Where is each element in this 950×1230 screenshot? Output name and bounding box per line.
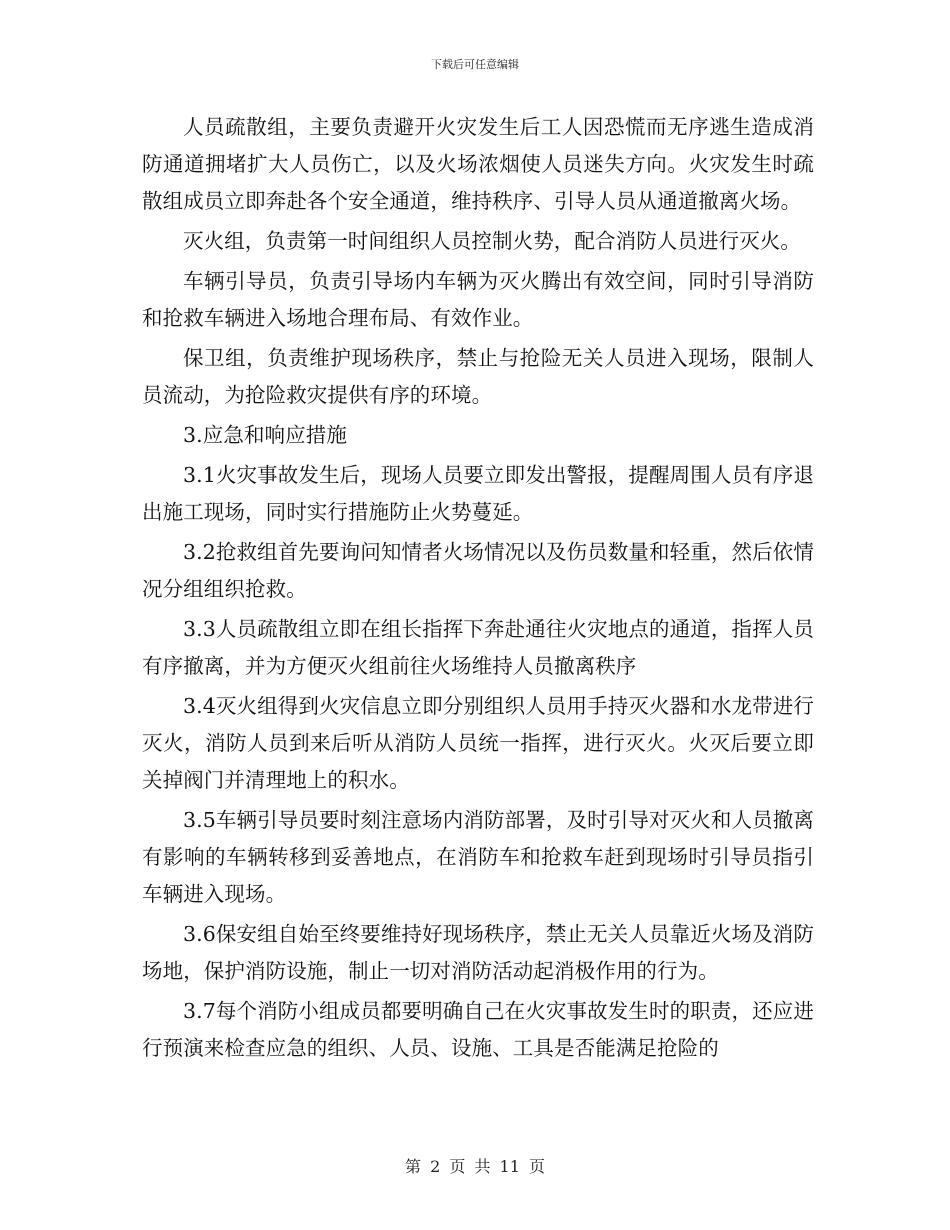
paragraph-3-7: 3.7每个消防小组成员都要明确自己在火灾事故发生时的职责，还应进行预演来检查应急的组织、人员、设施、工具是否能满足抢险的 [142, 999, 814, 1060]
paragraph-3-2: 3.2抢救组首先要询问知情者火场情况以及伤员数量和轻重，然后依情况分组组织抢救。 [142, 540, 814, 601]
paragraph-3-5: 3.5车辆引导员要时刻注意场内消防部署，及时引导对灭火和人员撤离有影响的车辆转移到妥善地点，在消防车和抢救车赶到现场时引导员指引车辆进入现场。 [142, 808, 814, 906]
paragraph-fire-fighting-group: 灭火组，负责第一时间组织人员控制火势，配合消防人员进行灭火。 [183, 229, 801, 253]
paragraph-vehicle-guide: 车辆引导员，负责引导场内车辆为灭火腾出有效空间，同时引导消防和抢救车辆进入场地合理布局、有效作业。 [142, 269, 814, 330]
section-heading-emergency-response: 3.应急和响应措施 [183, 423, 347, 447]
paragraph-3-3: 3.3人员疏散组立即在组长指挥下奔赴通往火灾地点的通道，指挥人员有序撤离，并为方便灭火组前往火场维持人员撤离秩序 [142, 617, 814, 678]
paragraph-3-6: 3.6保安组自始至终要维持好现场秩序，禁止无关人员靠近火场及消防场地，保护消防设施，制止一切对消防活动起消极作用的行为。 [142, 922, 814, 983]
document-body [142, 109, 814, 1070]
page-number-footer: 第 2 页 共 11 页 [405, 1157, 545, 1176]
paragraph-evacuation-group: 人员疏散组，主要负责避开火灾发生后工人因恐慌而无序逃生造成消防通道拥堵扩大人员伤亡，以及火场浓烟使人员迷失方向。火灾发生时疏散组成员立即奔赴各个安全通道，维持秩序、引导人员从通道撤离火场。 [142, 115, 814, 213]
page-header: 下载后可任意编辑 [431, 58, 519, 71]
paragraph-3-4: 3.4灭火组得到火灾信息立即分别组织人员用手持灭火器和水龙带进行灭火，消防人员到来后听从消防人员统一指挥，进行灭火。火灭后要立即关掉阀门并清理地上的积水。 [142, 694, 814, 792]
paragraph-3-1: 3.1火灾事故发生后，现场人员要立即发出警报，提醒周围人员有序退出施工现场，同时实行措施防止火势蔓延。 [142, 463, 814, 524]
paragraph-security-group: 保卫组，负责维护现场秩序，禁止与抢险无关人员进入现场，限制人员流动，为抢险救灾提供有序的环境。 [142, 346, 814, 407]
